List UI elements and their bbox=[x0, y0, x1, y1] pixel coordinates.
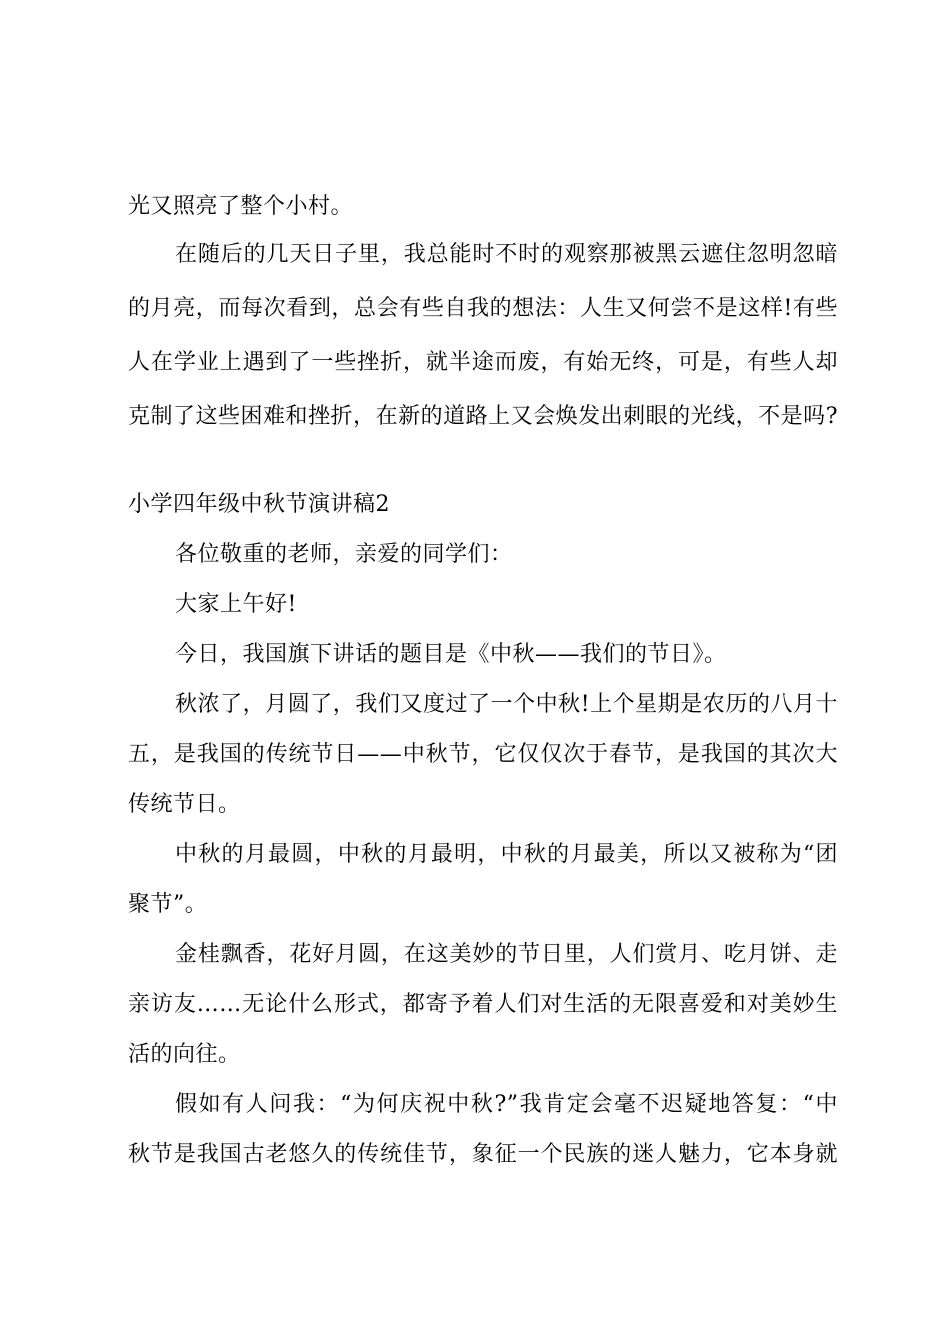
text-line: 金桂飘香，花好月圆，在这美妙的节日里，人们赏月、吃月饼、走 bbox=[175, 942, 838, 967]
text-line: 秋节是我国古老悠久的传统佳节，象征一个民族的迷人魅力，它本身就 bbox=[128, 1142, 838, 1167]
text-line: 中秋的月最圆，中秋的月最明，中秋的月最美，所以又被称为“团 bbox=[175, 842, 838, 867]
text-line: 克制了这些困难和挫折，在新的道路上又会焕发出刺眼的光线，不是吗? bbox=[128, 404, 838, 429]
text-line: 假如有人问我：“为何庆祝中秋?”我肯定会毫不迟疑地答复：“中 bbox=[175, 1092, 838, 1117]
text-line: 在随后的几天日子里，我总能时不时的观察那被黑云遮住忽明忽暗 bbox=[175, 242, 838, 267]
text-line: 的月亮，而每次看到，总会有些自我的想法：人生又何尝不是这样!有些 bbox=[128, 296, 838, 321]
text-line: 光又照亮了整个小村。 bbox=[128, 194, 354, 219]
text-line: 活的向往。 bbox=[128, 1042, 241, 1067]
text-line: 人在学业上遇到了一些挫折，就半途而废，有始无终，可是，有些人却 bbox=[128, 350, 838, 375]
text-line: 聚节”。 bbox=[128, 892, 208, 917]
text-line: 各位敬重的老师，亲爱的同学们： bbox=[175, 542, 513, 567]
text-line: 秋浓了，月圆了，我们又度过了一个中秋!上个星期是农历的八月十 bbox=[175, 692, 838, 717]
section-heading: 小学四年级中秋节演讲稿2 bbox=[128, 492, 390, 517]
text-line: 五，是我国的传统节日——中秋节，它仅仅次于春节，是我国的其次大 bbox=[128, 742, 838, 767]
text-line: 亲访友……无论什么形式，都寄予着人们对生活的无限喜爱和对美妙生 bbox=[128, 992, 838, 1017]
text-line: 今日，我国旗下讲话的题目是《中秋——我们的节日》。 bbox=[175, 642, 727, 667]
text-line: 传统节日。 bbox=[128, 792, 241, 817]
text-line: 大家上午好! bbox=[175, 592, 297, 617]
